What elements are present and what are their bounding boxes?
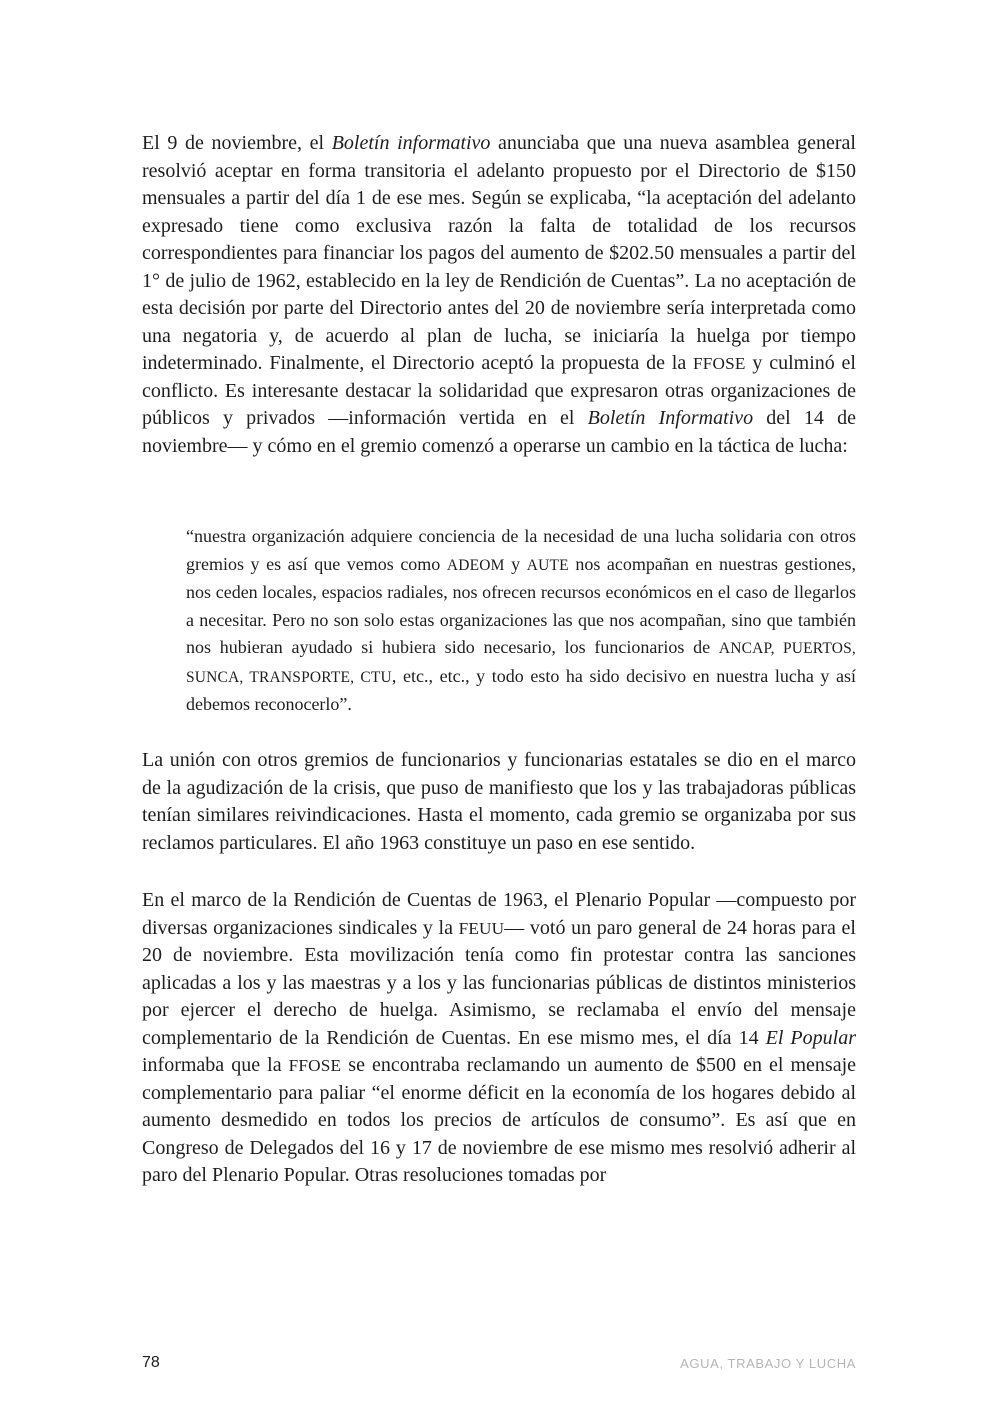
body-paragraph-1	[142, 130, 856, 460]
body-paragraph-3	[142, 887, 856, 1190]
paragraph-text: del 14 de noviembre— y cómo en el gremio comenzó a operarse un cambio en la táctica de lucha:	[142, 407, 857, 457]
paragraph-text: y culminó el conflicto. Es interesante destacar la solidaridad que expresaron otras organizaciones de públicos y privados —información vertida en el	[142, 352, 856, 429]
body-paragraph-2: La unión con otros gremios de funcionarios y funcionarias estatales se dio en el marco de la agudización de la crisis, que puso de manifiesto que los y las trabajadoras públicas tenían similares reivindicaciones. Hasta el momento, cada gremio se organizaba por sus reclamos particulares. El año 1963 constituye un paso en ese sentido.	[142, 749, 856, 854]
acronym: FFOSE	[693, 354, 746, 373]
publication-title: El Popular	[765, 1026, 856, 1049]
publication-title: Boletín Informativo	[587, 407, 754, 429]
quote-text: “nuestra organización adquiere conciencia de la necesidad de una lucha solidaria con otros gremios y es así que vemos como	[186, 526, 856, 574]
acronym: AUTE	[526, 556, 569, 574]
acronym-list: ANCAP, PUERTOS, SUNCA, TRANSPORTE, CTU	[186, 640, 856, 686]
page-number: 78	[142, 1354, 160, 1371]
paragraph-text: informaba que la	[142, 1054, 289, 1076]
block-quote	[186, 523, 856, 719]
running-title: AGUA, TRABAJO Y LUCHA	[680, 1356, 856, 1371]
paragraph-text: — votó un paro general de 24 horas para el 20 de noviembre. Esta movilización tenía como fin protestar contra las sanciones aplicadas a los y las maestras y a los y las funcionarias públicas de distintos ministerios por ejercer el derecho de huelga. Asimismo, se reclamaba el envío del mensaje complementario de la Rendición de Cuentas. En ese mismo mes, el día 14	[142, 916, 856, 1049]
acronym: FEUU	[458, 918, 505, 938]
paragraph-text: En el marco de la Rendición de Cuentas de 1963, el Plenario Popular —compuesto por diversas organizaciones sindicales y la	[142, 889, 856, 939]
quote-text: y	[504, 553, 527, 574]
paragraph-text: El 9 de noviembre, el	[142, 132, 332, 154]
acronym: ADEOM	[446, 556, 505, 574]
publication-title: Boletín informativo	[331, 132, 491, 154]
acronym: FFOSE	[288, 1056, 342, 1075]
quote-text: nos acompañan en nuestras gestiones, nos ceden locales, espacios radiales, nos ofrecen recursos económicos en el caso de llegarlos a necesitar. Pero no son solo estas organizaciones las que nos acompañan, sino que también nos hubieran ayudado si hubiera sido necesario, los funcionarios de	[186, 553, 856, 657]
quote-text: , etc., etc., y todo esto ha sido decisivo en nuestra lucha y así debemos reconocerlo”.	[186, 665, 856, 714]
paragraph-text: anunciaba que una nueva asamblea general resolvió aceptar en forma transitoria el adelanto propuesto por el Directorio de $150 mensuales a partir del día 1 de ese mes. Según se explicaba, “la aceptación del adelanto expresado tiene como exclusiva razón la falta de totalidad de los recursos correspondientes para financiar los pagos del aumento de $202.50 mensuales a partir del 1° de julio de 1962, establecido en la ley de Rendición de Cuentas”. La no aceptación de esta decisión por parte del Directorio antes del 20 de noviembre sería interpretada como una negatoria y, de acuerdo al plan de lucha, se iniciaría la huelga por tiempo indeterminado. Finalmente, el Directorio aceptó la propuesta de la	[142, 132, 856, 374]
paragraph-text: se encontraba reclamando un aumento de $500 en el mensaje complementario para paliar “el enorme déficit en la economía de los hogares debido al aumento desmedido en todos los precios de artículos de consumo”. Es así que en Congreso de Delegados del 16 y 17 de noviembre de ese mismo mes resolvió adherir al paro del Plenario Popular. Otras resoluciones tomadas por	[142, 1054, 857, 1186]
